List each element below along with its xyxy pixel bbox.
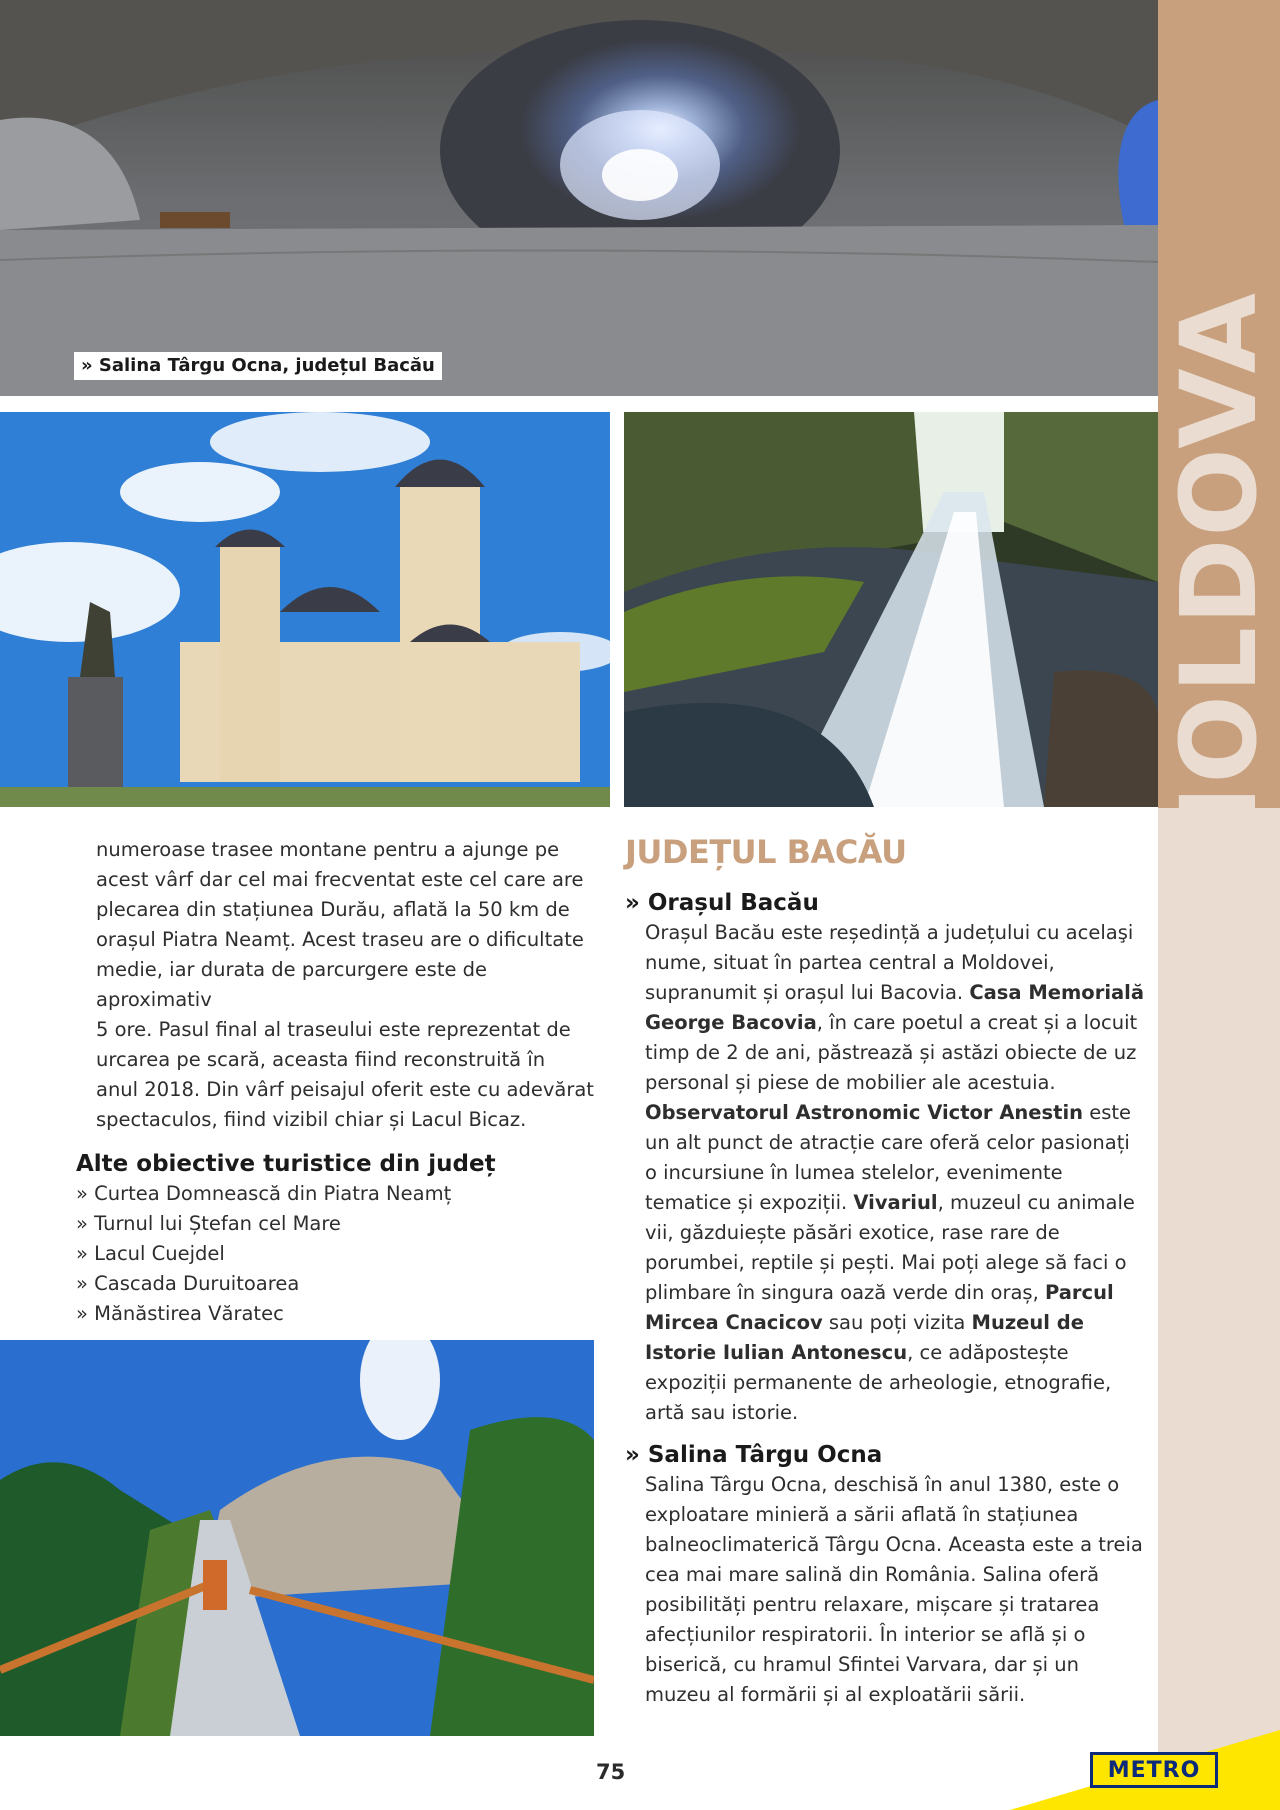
oras-highlight: Parcul Mircea Cnacicov	[645, 1281, 1114, 1334]
cathedral-illustration	[0, 412, 610, 807]
oras-text: este un alt punct de atracție care oferă celor pasionați o incursiune în lumea stelelor, evenimente tematice și expoziții.	[645, 1101, 1132, 1214]
sidebar-light	[1158, 808, 1280, 1810]
right-column	[625, 888, 1145, 1710]
oras-text: , muzeul cu animale vii, găzduiește păsări exotice, rase rare de porumbei, reptile și pești. Mai poți alege să faci o plimbare în singura oază verde din oraș,	[645, 1191, 1135, 1304]
oras-text: , în care poetul a creat și a locuit timp de 2 de ani, păstrează și astăzi obiecte de uz personal și piese de mobilier ale acestuia.	[645, 1011, 1138, 1094]
page-number: 75	[596, 1760, 626, 1784]
oras-text: Orașul Bacău este reședință a județului cu acelaşi nume, situat în partea central a Moldovei, supranumit și orașul lui Bacovia.	[645, 921, 1134, 1004]
salt-mine-illustration	[0, 0, 1158, 396]
list-item: » Cascada Duruitoarea	[76, 1272, 300, 1295]
metro-logo: METRO	[1090, 1752, 1218, 1788]
waterfall-illustration	[624, 412, 1158, 807]
section-title: JUDEȚUL BACĂU	[625, 833, 907, 871]
list-item: » Turnul lui Ștefan cel Mare	[76, 1212, 341, 1235]
trail-paragraph	[76, 835, 601, 1135]
trail-line: orașul Piatra Neamț. Acest traseu are o dificultate	[96, 928, 584, 951]
mountain-stairs-illustration	[0, 1340, 594, 1736]
list-item: » Lacul Cuejdel	[76, 1242, 225, 1265]
other-objectives-list	[76, 1179, 601, 1329]
salina-paragraph: Salina Târgu Ocna, deschisă în anul 1380, este o exploatare minieră a sării aflată în stațiunea balneoclimaterică Târgu Ocna. Aceasta este a treia cea mai mare salină din România. Salina oferă posibilități pentru relaxare, mișcare și tratarea afecțiunilor respiratorii. În interior se află și o biserică, cu hramul Sfintei Varvara, dar și un muzeu al formării și al exploatării sării.	[645, 1473, 1143, 1706]
trail-line: 5 ore. Pasul final al traseului este reprezentat de	[96, 1018, 571, 1041]
trail-line: medie, iar durata de parcurgere este de aproximativ	[96, 958, 488, 1011]
trail-line: numeroase trasee montane pentru a ajunge pe	[96, 838, 560, 861]
other-objectives-title: Alte obiective turistice din județ	[76, 1151, 496, 1177]
trail-line: acest vârf dar cel mai frecventat este cel care are	[96, 868, 584, 891]
oras-highlight: Observatorul Astronomic Victor Anestin	[645, 1101, 1084, 1124]
oras-paragraph	[625, 918, 1145, 1428]
oras-highlight: Muzeul de Istorie Iulian Antonescu	[645, 1311, 1084, 1364]
trail-line: urcarea pe scară, aceasta fiind reconstruită în	[96, 1048, 546, 1071]
photo-bacau	[0, 412, 610, 807]
caption-salina: » Salina Târgu Ocna, județul Bacău	[74, 352, 442, 380]
photo-salina-targu-ocna	[0, 0, 1158, 396]
oras-text: , ce adăpostește expoziții permanente de arheologie, etnografie, artă sau istorie.	[645, 1341, 1112, 1424]
trail-line: anul 2018. Din vârf peisajul oferit este cu adevărat	[96, 1078, 594, 1101]
oras-text: sau poți vizita	[822, 1311, 972, 1334]
left-column	[76, 835, 601, 1329]
oras-highlight: Vivariul	[853, 1191, 938, 1214]
photo-cascada	[624, 412, 1158, 807]
oras-heading: » Orașul Bacău	[625, 890, 819, 916]
oras-highlight: Casa Memorială George Bacovia	[645, 981, 1144, 1034]
list-item: » Curtea Domnească din Piatra Neamț	[76, 1182, 452, 1205]
photo-toaca	[0, 1340, 594, 1736]
salina-heading: » Salina Târgu Ocna	[625, 1442, 883, 1468]
trail-line: spectaculos, fiind vizibil chiar și Lacul Bicaz.	[96, 1108, 527, 1131]
list-item: » Mănăstirea Văratec	[76, 1302, 284, 1325]
region-label: MOLDOVA	[1158, 290, 1280, 890]
trail-line: plecarea din stațiunea Durău, aflată la 50 km de	[96, 898, 570, 921]
